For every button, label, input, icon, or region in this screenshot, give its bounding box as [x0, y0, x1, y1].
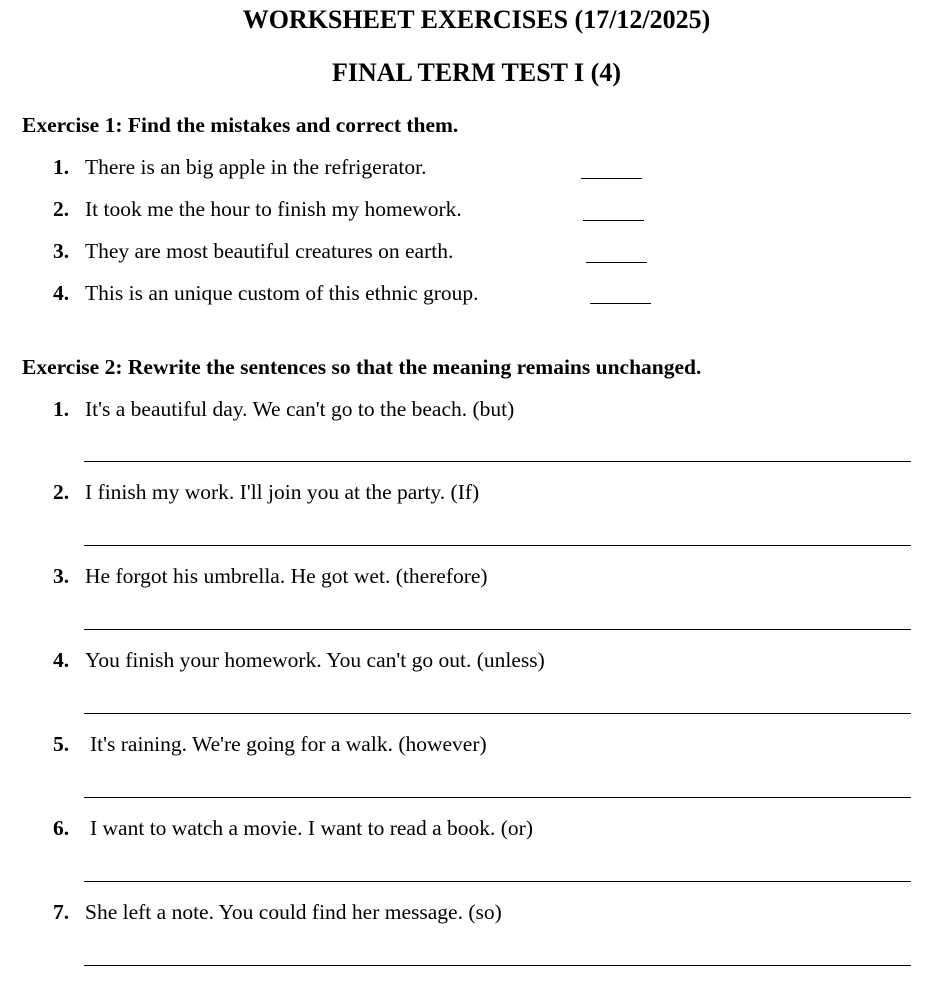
- item-sentence: She left a note. You could find her message. (so): [85, 900, 502, 924]
- answer-line[interactable]: [84, 545, 911, 546]
- item-sentence: It's a beautiful day. We can't go to the beach. (but): [85, 397, 515, 421]
- correction-blank[interactable]: [586, 262, 647, 263]
- answer-line[interactable]: [84, 629, 911, 630]
- exercise-2-heading: Exercise 2: Rewrite the sentences so that the meaning remains unchanged.: [22, 355, 702, 379]
- worksheet-subtitle: FINAL TERM TEST I (4): [332, 58, 621, 87]
- item-sentence: I finish my work. I'll join you at the party. (If): [85, 480, 480, 504]
- item-number: 1.: [53, 155, 70, 179]
- item-sentence: It's raining. We're going for a walk. (however): [90, 732, 487, 756]
- answer-line[interactable]: [84, 881, 911, 882]
- item-number: 7.: [53, 900, 70, 924]
- item-sentence: They are most beautiful creatures on earth.: [85, 239, 454, 263]
- item-sentence: I want to watch a movie. I want to read a book. (or): [90, 816, 533, 840]
- item-number: 1.: [53, 397, 70, 421]
- item-number: 2.: [53, 197, 70, 221]
- item-number: 5.: [53, 732, 70, 756]
- answer-line[interactable]: [84, 461, 911, 462]
- item-sentence: There is an big apple in the refrigerator.: [85, 155, 427, 179]
- answer-line[interactable]: [84, 965, 911, 966]
- worksheet-title: WORKSHEET EXERCISES (17/12/2025): [242, 5, 711, 34]
- exercise-1-heading: Exercise 1: Find the mistakes and correct them.: [22, 113, 459, 137]
- item-sentence: You finish your homework. You can't go out. (unless): [85, 648, 545, 672]
- item-number: 3.: [53, 239, 70, 263]
- item-sentence: It took me the hour to finish my homework.: [85, 197, 462, 221]
- item-sentence: This is an unique custom of this ethnic group.: [85, 281, 479, 305]
- correction-blank[interactable]: [581, 178, 642, 179]
- correction-blank[interactable]: [590, 303, 651, 304]
- item-number: 3.: [53, 564, 70, 588]
- item-number: 4.: [53, 648, 70, 672]
- item-number: 2.: [53, 480, 70, 504]
- item-number: 4.: [53, 281, 70, 305]
- correction-blank[interactable]: [583, 220, 644, 221]
- answer-line[interactable]: [84, 797, 911, 798]
- item-number: 6.: [53, 816, 70, 840]
- answer-line[interactable]: [84, 713, 911, 714]
- item-sentence: He forgot his umbrella. He got wet. (therefore): [85, 564, 488, 588]
